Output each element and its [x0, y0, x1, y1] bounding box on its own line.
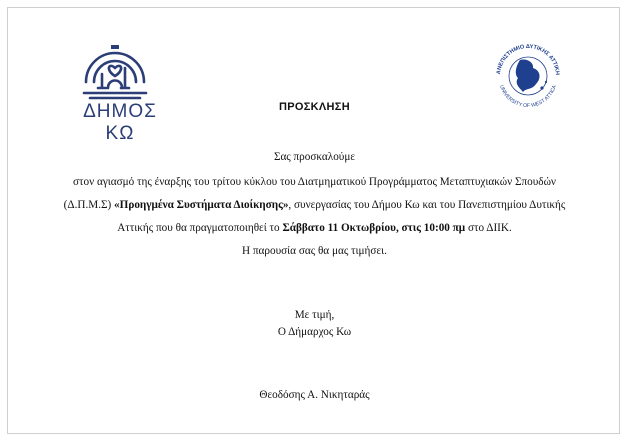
- signature-regards: Με τιμή,: [294, 309, 335, 321]
- body-line-4-start: Αττικής που θα πραγματοποιηθεί το: [117, 222, 283, 234]
- program-code: (Δ.Π.Μ.Σ): [63, 199, 115, 211]
- body-line-2: στον αγιασμό της έναρξης του τρίτου κύκλου του Διατμηματικού Προγράμματος Μεταπτυχιακών Σπουδών: [72, 176, 556, 188]
- municipality-logo: [74, 38, 157, 144]
- body-line-4: [0, 222, 629, 234]
- greeting-line: Σας προσκαλούμε: [273, 151, 356, 163]
- signature-name: Θεοδόσης Α. Νικηταράς: [259, 389, 370, 401]
- event-location: στο ΔΙΙΚ.: [465, 222, 512, 234]
- municipality-emblem-icon: [78, 38, 152, 100]
- university-name-english: UNIVERSITY OF WEST ATTICA: [498, 84, 558, 110]
- closing-line: Η παρουσία σας θα μας τιμήσει.: [242, 245, 387, 257]
- event-datetime: Σάββατο 11 Οκτωβρίου, στις 10:00 πμ: [282, 222, 466, 234]
- body-line-3: [0, 199, 629, 211]
- page-title: ΠΡΟΣΚΛΗΣΗ: [279, 101, 350, 113]
- signature-role: Ο Δήμαρχος Κω: [277, 326, 352, 338]
- body-line-3-rest: , συνεργασίας του Δήμου Κω και του Πανεπιστημίου Δυτικής: [288, 199, 566, 211]
- municipality-wordmark: ΔΗΜΟΣ ΚΩ: [83, 101, 157, 144]
- university-name-greek: ΑΝΕΠΙΣΤΗΜΙΟ ΔΥΤΙΚΗΣ ΑΤΤΙΚΗ: [496, 43, 561, 76]
- program-name: «Προηγμένα Συστήματα Διοίκησης»: [114, 199, 289, 211]
